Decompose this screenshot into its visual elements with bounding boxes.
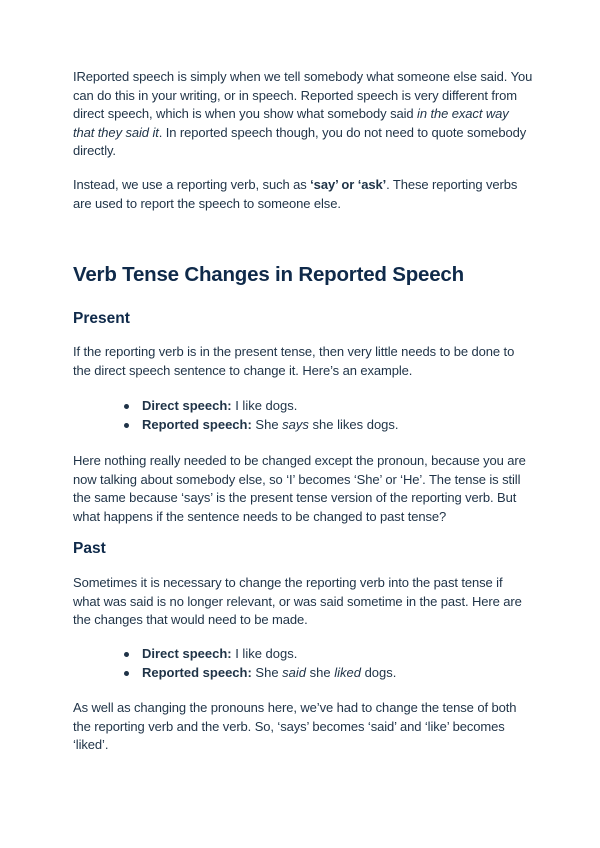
bullet-icon [124,671,129,676]
intro-text-b: . In reported speech though, you do not need to quote somebody directly. [73,124,527,158]
bullet-text: She [251,664,283,680]
intro-text-a: IReported speech is simply when we tell somebody what someone else said. You can do this in your writing, or in speech. Reported speech is very different from direct speech, which is when you show what somebody said [73,69,533,121]
list-item [124,397,399,416]
past-explanation: As well as changing the pronouns here, we’ve had to change the tense of both the reporting verb and the verb. So, ‘says’ becomes ‘said’ and ‘like’ becomes ‘liked’. [73,700,517,752]
past-example-list [124,645,396,682]
list-item [124,416,399,435]
bullet-italic: said [282,664,307,680]
list-item [124,645,396,664]
bullet-text: I like dogs. [231,646,298,661]
past-intro: Sometimes it is necessary to change the reporting verb into the past tense if what was said is no longer relevant, or was said sometime in the past. Here are the changes that would need to be made. [73,575,522,627]
bullet-text: she [306,664,335,680]
intro-paragraph-2 [73,176,533,213]
present-heading: Present [73,310,130,327]
bullet-label: Direct speech: [142,398,232,413]
bullet-text: I like dogs. [231,398,298,413]
bullet-text: She [251,416,283,432]
bullet-text: dogs. [360,664,397,680]
intro2-text-a: Instead, we use a reporting verb, such as [73,177,311,192]
intro-paragraph-1 [73,68,533,161]
bullet-italic: liked [334,664,361,680]
bullet-label: Reported speech: [142,416,252,432]
present-explanation: Here nothing really needed to be changed except the pronoun, because you are now talking about somebody else, so ‘I’ becomes ‘She’ or ‘He’. The tense is still the same because ‘says’ is the present tense version of the reporting verb. But what happens if the sentence needs to be changed to past tense? [73,453,526,524]
list-item [124,664,396,683]
intro2-text-b: . These reporting verbs are used to report the speech to someone else. [73,177,518,211]
bullet-icon [124,404,129,409]
present-example-list [124,397,399,434]
bullet-label: Direct speech: [142,646,232,661]
bullet-italic: says [282,416,309,432]
present-intro: If the reporting verb is in the present tense, then very little needs to be done to the direct speech sentence to change it. Here’s an example. [73,344,515,378]
bullet-icon [124,423,129,428]
bullet-label: Reported speech: [142,664,252,680]
past-heading: Past [73,540,106,557]
intro2-bold-phrase: ‘say’ or ‘ask’ [310,177,387,192]
section-heading: Verb Tense Changes in Reported Speech [73,263,464,286]
bullet-text: she likes dogs. [308,416,399,432]
intro-italic-phrase: in the exact way that they said it [73,106,509,140]
bullet-icon [124,652,129,657]
